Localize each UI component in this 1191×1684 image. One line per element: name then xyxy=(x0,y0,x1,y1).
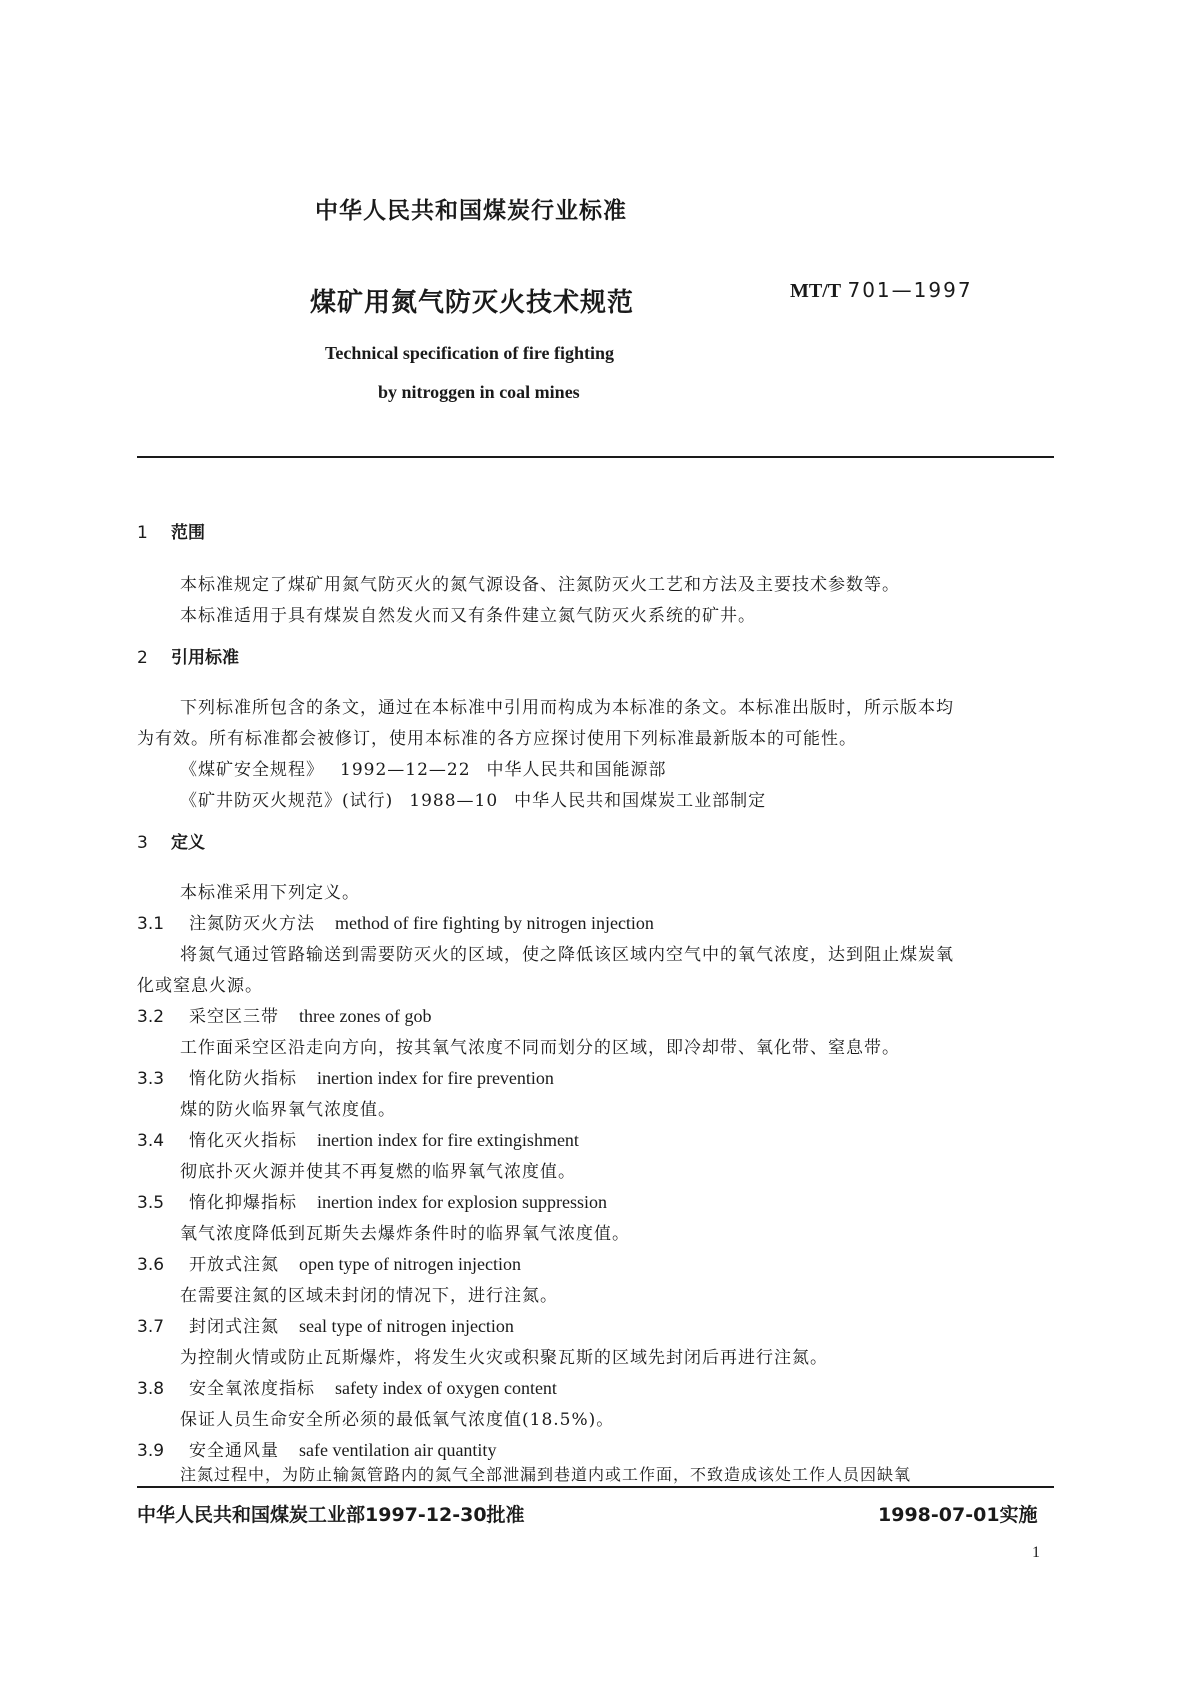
standard-number xyxy=(790,278,973,303)
definition-term: 3.8 安全氧浓度指标 safety index of oxygen content xyxy=(137,1378,557,1399)
section-2-para-line-1: 下列标准所包含的条文，通过在本标准中引用而构成为本标准的条文。本标准出版时，所示版本均 xyxy=(180,698,954,718)
document-title-en-line1: Technical specification of fire fighting xyxy=(325,343,614,363)
definition-term: 3.2 采空区三带 three zones of gob xyxy=(137,1006,432,1027)
section-1-heading: 1 范围 xyxy=(137,523,205,543)
section-2-heading: 2 引用标准 xyxy=(137,648,239,668)
section-2-para-line-2: 为有效。所有标准都会被修订，使用本标准的各方应探讨使用下列标准最新版本的可能性。 xyxy=(137,729,857,749)
standard-code: 701—1997 xyxy=(847,278,973,302)
section-1-para-2: 本标准适用于具有煤炭自然发火而又有条件建立氮气防灭火系统的矿井。 xyxy=(180,606,756,626)
definition-term: 3.4 惰化灭火指标 inertion index for fire extingishment xyxy=(137,1130,579,1151)
definition-text: 为控制火情或防止瓦斯爆炸，将发生火灾或积聚瓦斯的区域先封闭后再进行注氮。 xyxy=(180,1348,828,1368)
page-number: 1 xyxy=(1032,1544,1040,1561)
section-1-para-1: 本标准规定了煤矿用氮气防灭火的氮气源设备、注氮防灭火工艺和方法及主要技术参数等。 xyxy=(180,575,900,595)
definition-text: 彻底扑灭火源并使其不再复燃的临界氧气浓度值。 xyxy=(180,1162,576,1182)
document-title-cn: 煤矿用氮气防灭火技术规范 xyxy=(310,288,635,318)
section-3-intro: 本标准采用下列定义。 xyxy=(180,883,360,903)
definition-term: 3.1 注氮防灭火方法 method of fire fighting by nitrogen injection xyxy=(137,913,654,934)
reference-item: 《煤矿安全规程》 1992—12—22 中华人民共和国能源部 xyxy=(180,760,667,780)
definition-term: 3.3 惰化防火指标 inertion index for fire prevention xyxy=(137,1068,554,1089)
footer-divider xyxy=(137,1486,1054,1488)
definition-text: 化或窒息火源。 xyxy=(137,976,263,996)
definition-text: 氧气浓度降低到瓦斯失去爆炸条件时的临界氧气浓度值。 xyxy=(180,1224,630,1244)
document-title-en-line2: by nitroggen in coal mines xyxy=(378,382,580,402)
standard-prefix: MT/T xyxy=(790,280,842,302)
definition-text: 注氮过程中，为防止输氮管路内的氮气全部泄漏到巷道内或工作面，不致造成该处工作人员因缺氧 xyxy=(180,1465,912,1484)
header-divider xyxy=(137,456,1054,458)
definition-text: 在需要注氮的区域未封闭的情况下，进行注氮。 xyxy=(180,1286,558,1306)
definition-term: 3.9 安全通风量 safe ventilation air quantity xyxy=(137,1440,497,1461)
section-3-heading: 3 定义 xyxy=(137,833,205,853)
definition-term: 3.7 封闭式注氮 seal type of nitrogen injection xyxy=(137,1316,514,1337)
approval-note: 中华人民共和国煤炭工业部1997-12-30批准 xyxy=(137,1504,525,1526)
definition-term: 3.6 开放式注氮 open type of nitrogen injection xyxy=(137,1254,521,1275)
definition-text: 保证人员生命安全所必须的最低氧气浓度值(18.5%)。 xyxy=(180,1410,615,1430)
effective-date: 1998-07-01实施 xyxy=(878,1504,1038,1526)
definition-text: 煤的防火临界氧气浓度值。 xyxy=(180,1100,396,1120)
definition-text: 将氮气通过管路输送到需要防灭火的区域，使之降低该区域内空气中的氧气浓度，达到阻止煤炭氧 xyxy=(180,945,954,965)
industry-standard-heading: 中华人民共和国煤炭行业标准 xyxy=(315,198,627,224)
reference-item: 《矿井防灭火规范》(试行) 1988—10 中华人民共和国煤炭工业部制定 xyxy=(180,791,767,811)
definition-text: 工作面采空区沿走向方向，按其氧气浓度不同而划分的区域，即冷却带、氧化带、窒息带。 xyxy=(180,1038,900,1058)
definition-term: 3.5 惰化抑爆指标 inertion index for explosion suppression xyxy=(137,1192,607,1213)
